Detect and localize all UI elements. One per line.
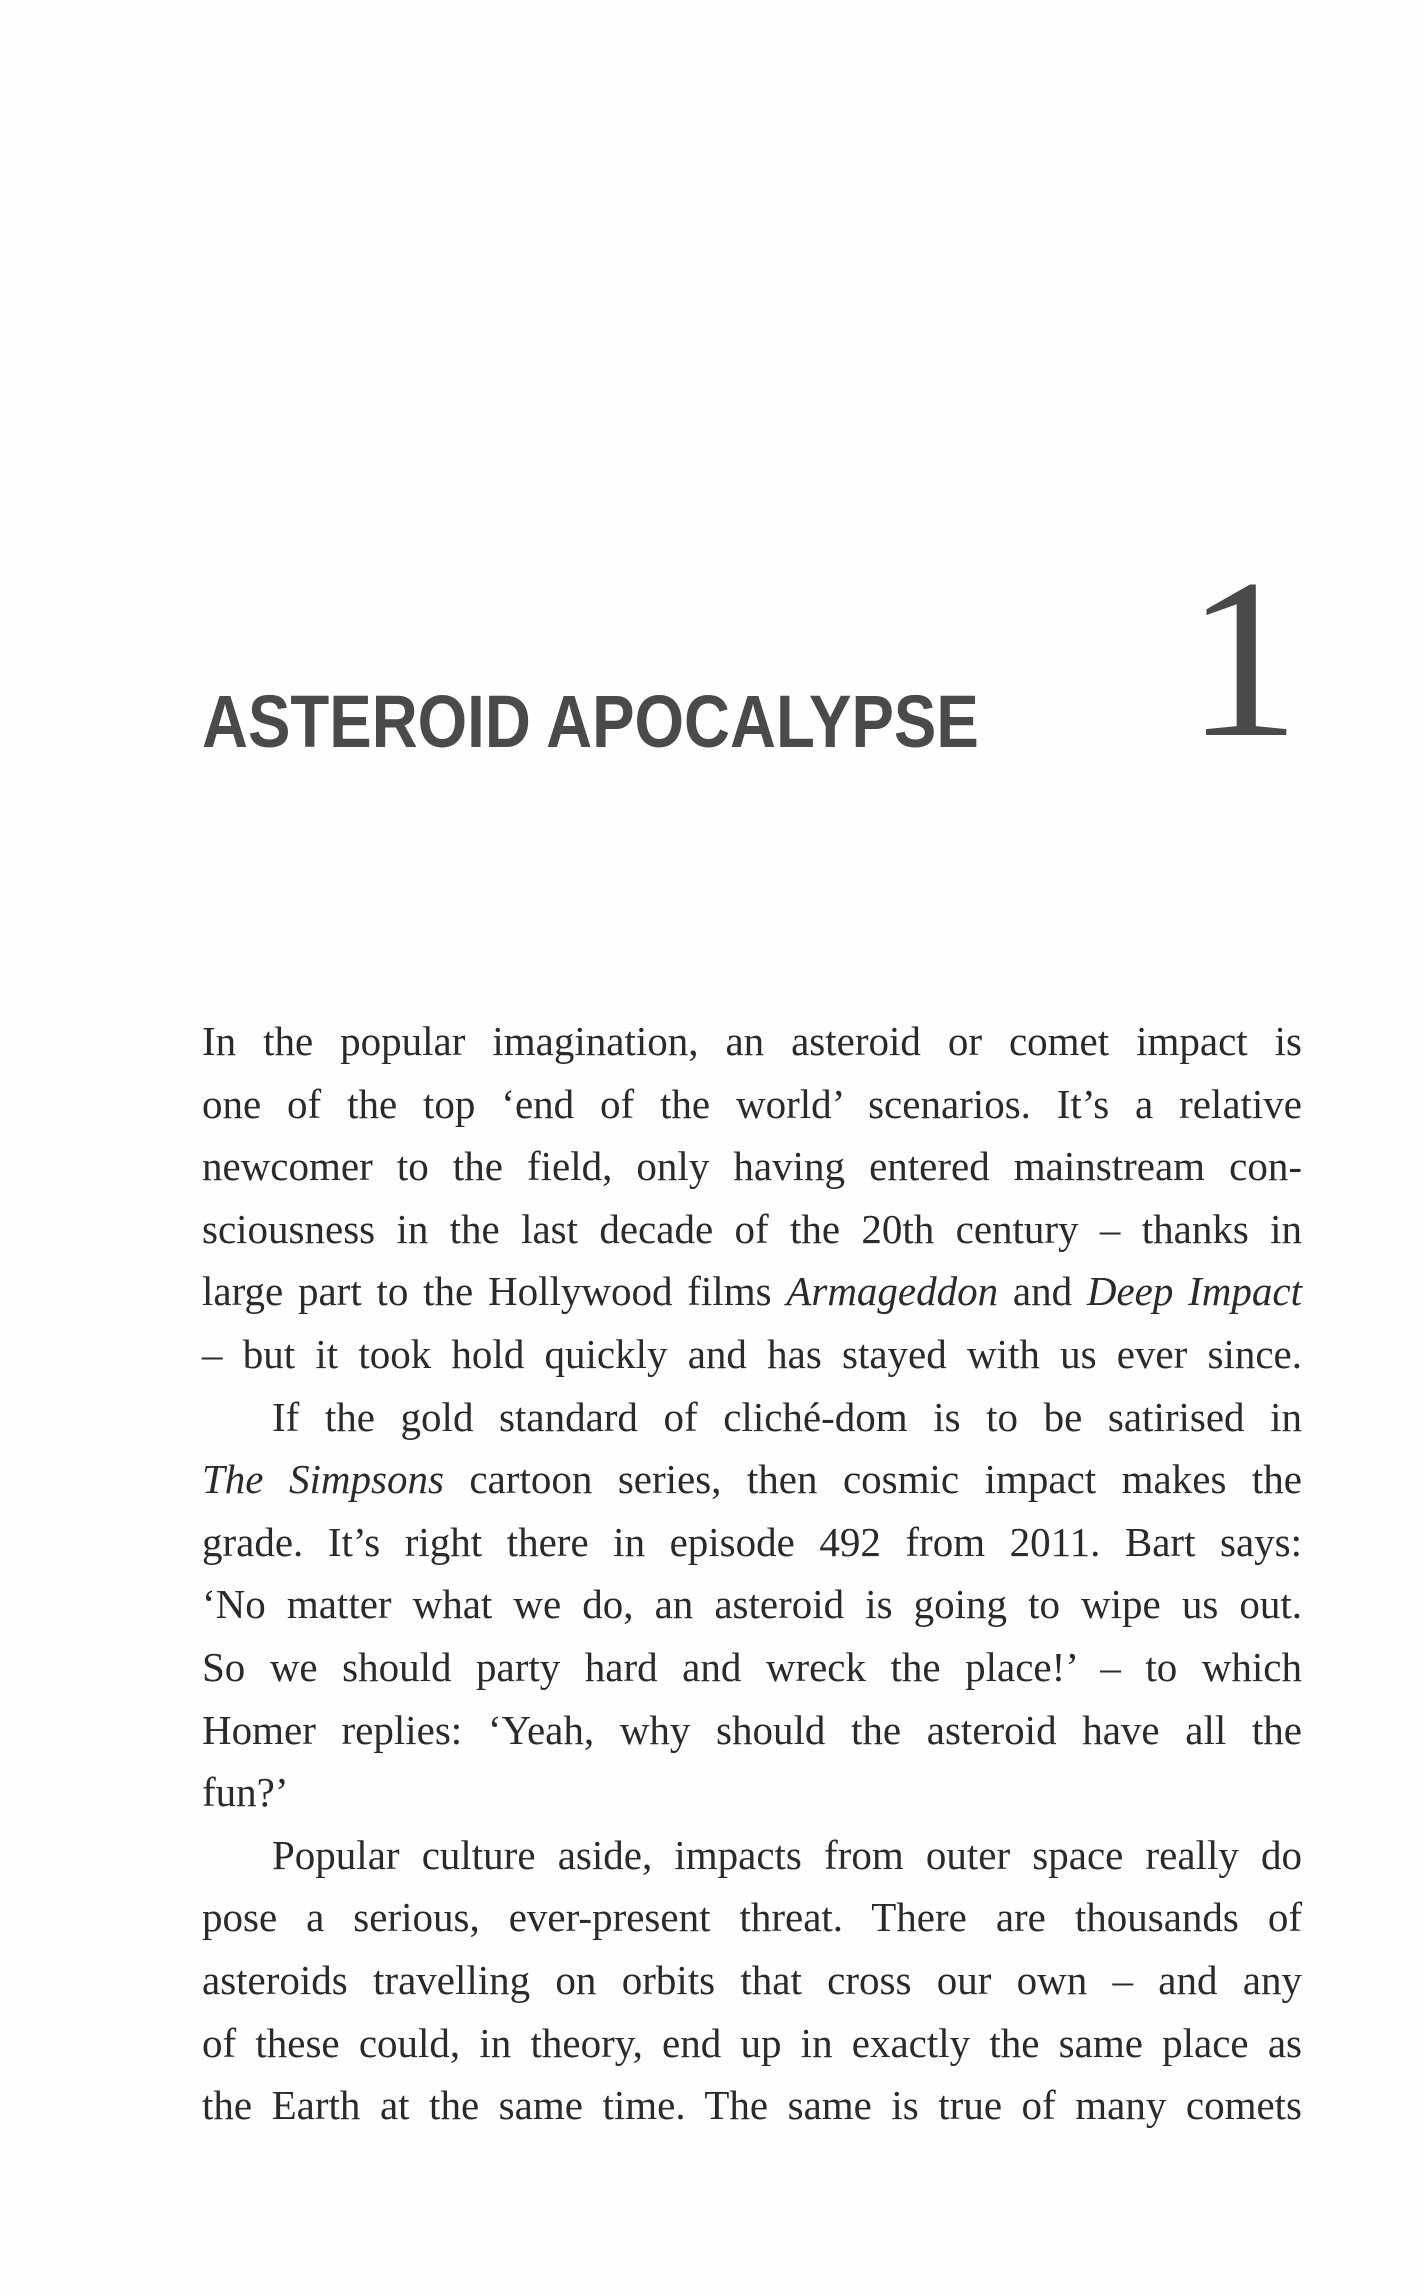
- body-text: [202, 1010, 1302, 2137]
- paragraph-2: [202, 1386, 1302, 1824]
- chapter-title: ASTEROID APOCALYPSE: [202, 680, 979, 763]
- text-line: ‘No matter what we do, an asteroid is going to wipe us out.: [202, 1581, 1302, 1628]
- text-line: The Simpsons cartoon series, then cosmic impact makes the: [202, 1456, 1302, 1503]
- text-line: grade. It’s right there in episode 492 from 2011. Bart says:: [202, 1518, 1302, 1565]
- text-line: fun?’: [202, 1769, 289, 1816]
- italic-title: The Simpsons: [202, 1456, 444, 1503]
- text-line: So we should party hard and wreck the place!’ – to which: [202, 1643, 1302, 1690]
- text-line: In the popular imagination, an asteroid or comet impact is: [202, 1018, 1302, 1064]
- text-line: sciousness in the last decade of the 20th century – thanks in: [202, 1205, 1302, 1252]
- text-line: – but it took hold quickly and has stayed with us ever since.: [202, 1330, 1302, 1377]
- italic-title: Armageddon: [786, 1268, 999, 1315]
- text-line: pose a serious, ever-present threat. There are thousands of: [202, 1894, 1302, 1941]
- chapter-number: 1: [1186, 533, 1300, 785]
- paragraph-1: [202, 1010, 1302, 1386]
- text-line: If the gold standard of cliché-dom is to be satirised in: [272, 1393, 1302, 1440]
- text-line: Homer replies: ‘Yeah, why should the asteroid have all the: [202, 1706, 1302, 1753]
- italic-title: Deep Impact: [1086, 1268, 1302, 1315]
- paragraph-3: [202, 1824, 1302, 2137]
- text-line: one of the top ‘end of the world’ scenarios. It’s a relative: [202, 1080, 1302, 1127]
- text-line: asteroids travelling on orbits that cross our own – and any: [202, 1956, 1302, 2003]
- text-line: large part to the Hollywood films Armageddon and Deep Impact: [202, 1268, 1302, 1315]
- text-line: newcomer to the field, only having entered mainstream con-: [202, 1143, 1302, 1190]
- text-line: of these could, in theory, end up in exactly the same place as: [202, 2019, 1302, 2066]
- text-line: the Earth at the same time. The same is true of many comets: [202, 2082, 1302, 2129]
- text-line: Popular culture aside, impacts from outer space really do: [272, 1831, 1302, 1878]
